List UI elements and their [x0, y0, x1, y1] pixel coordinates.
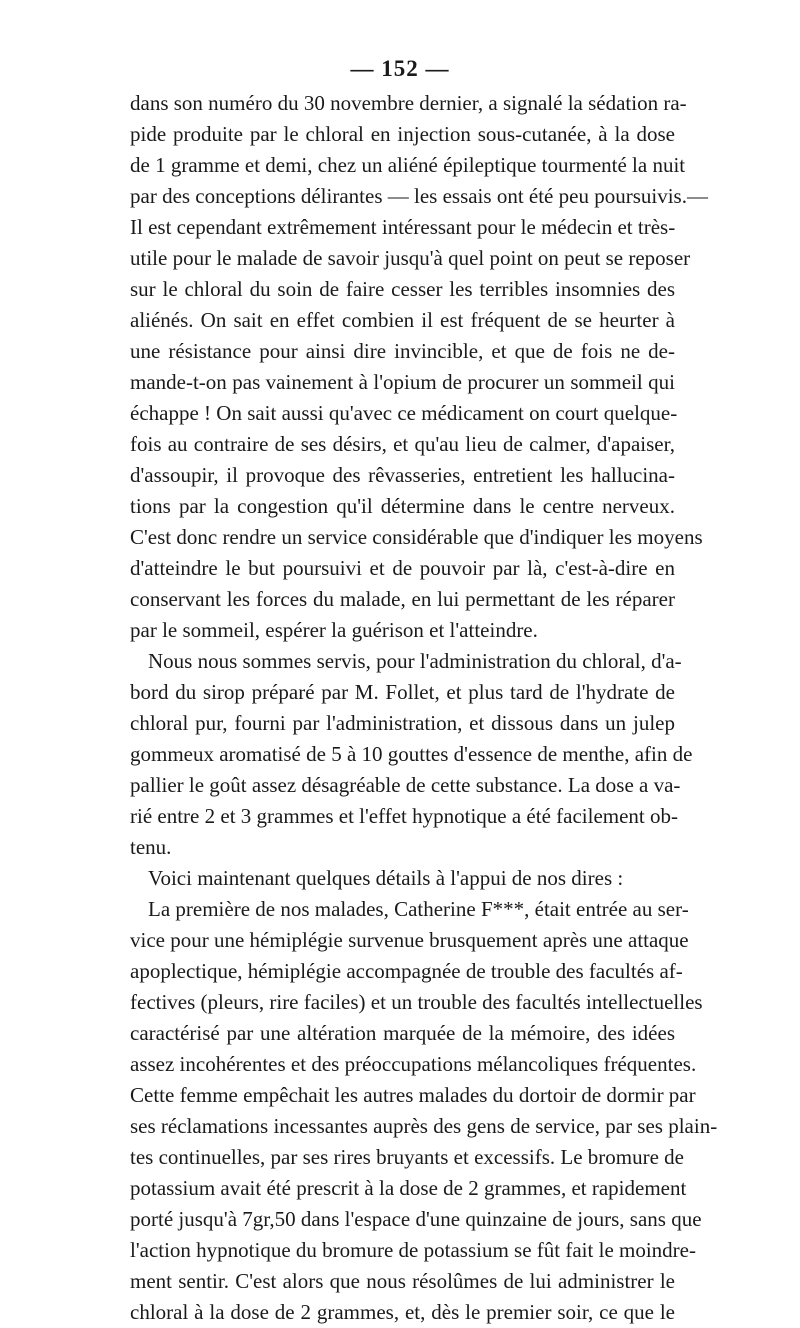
- text-line: Voici maintenant quelques détails à l'appui de nos dires :: [148, 866, 624, 890]
- text-line: ses réclamations incessantes auprès des gens de service, par ses plain-: [130, 1114, 718, 1138]
- text-line: conservant les forces du malade, en lui permettant de les réparer: [130, 587, 675, 611]
- text-line: porté jusqu'à 7gr,50 dans l'espace d'une quinzaine de jours, sans que: [130, 1207, 702, 1231]
- text-line: chloral à la dose de 2 grammes, et, dès le premier soir, ce que le: [130, 1300, 675, 1324]
- text-line: bord du sirop préparé par M. Follet, et plus tard de l'hydrate de: [130, 680, 675, 704]
- text-line: Il est cependant extrêmement intéressant pour le médecin et très-: [130, 215, 676, 239]
- text-line: caractérisé par une altération marquée de la mémoire, des idées: [130, 1021, 675, 1045]
- text-line: tenu.: [130, 835, 172, 859]
- text-line: C'est donc rendre un service considérable que d'indiquer les moyens: [130, 525, 703, 549]
- text-line: apoplectique, hémiplégie accompagnée de trouble des facultés af-: [130, 959, 683, 983]
- text-line: mande-t-on pas vainement à l'opium de procurer un sommeil qui: [130, 370, 675, 394]
- text-line: Nous nous sommes servis, pour l'administration du chloral, d'a-: [148, 649, 682, 673]
- text-line: assez incohérentes et des préoccupations mélancoliques fréquentes.: [130, 1052, 697, 1076]
- body-text: [130, 88, 718, 1328]
- text-line: vice pour une hémiplégie survenue brusquement après une attaque: [130, 928, 689, 952]
- text-line: d'atteindre le but poursuivi et de pouvoir par là, c'est-à-dire en: [130, 556, 675, 580]
- text-line: utile pour le malade de savoir jusqu'à quel point on peut se reposer: [130, 246, 691, 270]
- text-line: Cette femme empêchait les autres malades du dortoir de dormir par: [130, 1083, 696, 1107]
- text-line: dans son numéro du 30 novembre dernier, a signalé la sédation ra-: [130, 91, 687, 115]
- text-line: ment sentir. C'est alors que nous résolûmes de lui administrer le: [130, 1269, 675, 1293]
- text-line: une résistance pour ainsi dire invincible, et que de fois ne de-: [130, 339, 675, 363]
- text-line: tes continuelles, par ses rires bruyants et excessifs. Le bromure de: [130, 1145, 684, 1169]
- text-line: de 1 gramme et demi, chez un aliéné épileptique tourmenté la nuit: [130, 153, 686, 177]
- text-line: chloral pur, fourni par l'administration, et dissous dans un julep: [130, 711, 675, 735]
- text-line: gommeux aromatisé de 5 à 10 gouttes d'essence de menthe, afin de: [130, 742, 693, 766]
- text-line: pide produite par le chloral en injection sous-cutanée, à la dose: [130, 122, 675, 146]
- text-line: fois au contraire de ses désirs, et qu'au lieu de calmer, d'apaiser,: [130, 432, 675, 456]
- page-number: — 152 —: [350, 56, 450, 81]
- text-line: d'assoupir, il provoque des rêvasseries, entretient les hallucina-: [130, 463, 675, 487]
- text-line: aliénés. On sait en effet combien il est fréquent de se heurter à: [130, 308, 675, 332]
- text-line: La première de nos malades, Catherine F***, était entrée au ser-: [148, 897, 689, 921]
- text-line: sur le chloral du soin de faire cesser les terribles insomnies des: [130, 277, 675, 301]
- text-line: fectives (pleurs, rire faciles) et un trouble des facultés intellectuelles: [130, 990, 703, 1014]
- text-line: par le sommeil, espérer la guérison et l'atteindre.: [130, 618, 538, 642]
- text-line: pallier le goût assez désagréable de cette substance. La dose a va-: [130, 773, 681, 797]
- text-line: par des conceptions délirantes — les essais ont été peu poursuivis.—: [130, 184, 708, 208]
- text-line: potassium avait été prescrit à la dose de 2 grammes, et rapidement: [130, 1176, 687, 1200]
- text-line: rié entre 2 et 3 grammes et l'effet hypnotique a été facilement ob-: [130, 804, 678, 828]
- text-line: échappe ! On sait aussi qu'avec ce médicament on court quelque-: [130, 401, 678, 425]
- text-line: tions par la congestion qu'il détermine dans le centre nerveux.: [130, 494, 675, 518]
- text-line: l'action hypnotique du bromure de potassium se fût fait le moindre-: [130, 1238, 696, 1262]
